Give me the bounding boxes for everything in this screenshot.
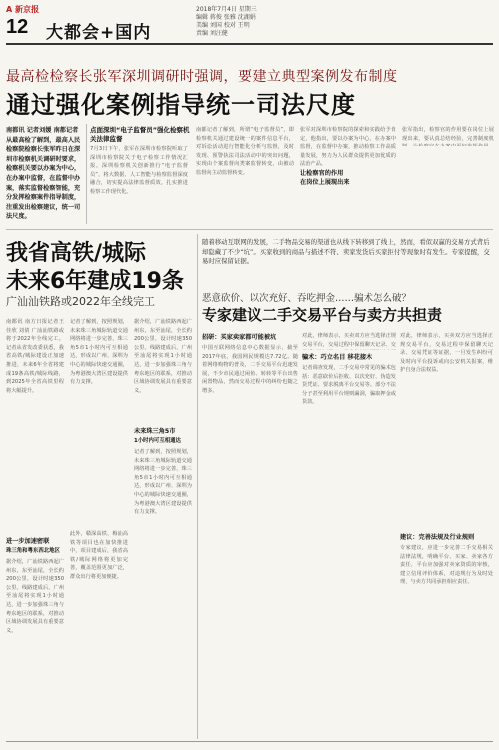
story2-headline: 未来6年建成19条 — [6, 269, 184, 294]
story3-subhead: 建议：完善法规及行业规则 — [400, 534, 475, 541]
story1-lead: 南都讯 记者刘媛 南都记者从最高检了解到，最高人民检察院检察长张军昨日在深圳市检察机关调研时要求，检察机关要以办案为中心，在办案中监督，在监督中办案，落实监督检察智能，充分发挥检察案件指导制度，注重发出检察建议，统一司法尺度。 — [6, 127, 81, 221]
date-line: 2018年7月4日 星期三 — [196, 6, 257, 13]
footer-rule — [6, 741, 493, 742]
story1-column: 张军对深圳市检察院的探索和实践给予肯定，他指出，要以办案为中心，在办案中监督，在监督中办案，推动检察工作高质量发展，努力为人民群众提供更加优质的法治产品。 — [300, 127, 396, 168]
story3-subhead: 骗术：巧立名目 移花接木 — [302, 354, 373, 361]
masthead — [0, 0, 499, 46]
story3-column: 中国互联网络信息中心数据显示，截至2017年底，我国网民规模达7.72亿。随着网络购物的普及，二手交易平台迅速发展，不少市民通过闲鱼、转转等平台出售闲置物品，然而交易过程中的纠纷也随之增多。 — [202, 345, 298, 394]
story3-column: 专家建议，应进一步完善二手交易相关法律法规，明确平台、买家、卖家各方责任，平台应加强对卖家资质的审核，建立信用评价体系，对违规行为及时处理，与卖方共同承担相应责任。 — [400, 545, 493, 586]
story1-subhead: 让检察官的作用 — [300, 170, 344, 177]
story3-kicker: 随着移动互联网的发展，二手物品交易的渠道也从线下转移到了线上，然而，看似双赢的交易方式背后却隐藏了不少“坑”。买家收到的商品与描述不符、卖家发货后买家拒付等现象时有发生。专家提醒，交易时应保留证据。 — [202, 238, 490, 266]
story2-subhead: 进一步加速密联 — [6, 538, 50, 545]
page-number: 12 — [6, 16, 29, 38]
story1-subhead: 在岗位上展现出来 — [300, 179, 350, 186]
story2-headline: 我省高铁/城际 — [6, 241, 147, 266]
story3-headline: 专家建议二手交易平台与卖方共担责 — [202, 306, 443, 324]
story1-kicker: 最高检检察长张军深圳调研时强调，要建立典型案例发布制度 — [6, 69, 398, 85]
story2-subhead: 未来珠三角5市 — [134, 428, 176, 435]
story3-column: 对此，律师表示，买卖双方应当选择正规交易平台，交易过程中保留聊天记录、交易凭证等证据，一旦发生纠纷可及时向平台投诉或向公安机关报案，维护自身合法权益。 — [400, 333, 493, 374]
story3-subhead: 招研：买家卖家都可能被坑 — [202, 334, 277, 341]
newspaper-logo: A 新京报 — [6, 5, 39, 14]
story2-subhead: 珠三角和粤东西北地区 — [6, 548, 60, 554]
section-title: 大都会+国内 — [46, 23, 152, 43]
story2-column: 南都讯 南方日报记者王佳欣 刘倩 广汕汕铁路或将于2022年全线完工。记者从省发改委获悉，我省高铁/城际建设正加速推进，未来6年全省将建成19条高铁/城际线路，到2025年全省高铁里程将大幅提升。 — [6, 319, 64, 394]
editor-line: 编辑 蒋俊 张雅 沈湖娟 — [196, 14, 256, 21]
story1-headline: 通过强化案例指导统一司法尺度 — [6, 91, 356, 119]
column-divider — [86, 124, 87, 224]
column-divider — [197, 234, 198, 739]
editor-line: 责编 刘汪健 — [196, 30, 228, 37]
masthead-rule — [6, 43, 493, 45]
story2-subhead: 1小时内可互相通达 — [134, 438, 181, 444]
story3-column: 对此，律师表示，买卖双方应当选择正规交易平台，交易过程中保留聊天记录、交 — [302, 333, 396, 348]
story3-column: 记者调查发现，二手交易中常见的骗术包括：恶意砍价后拒收、以次充好、伪造发货凭证、要求脱离平台交易等。部分不法分子甚至利用平台规则漏洞，骗取押金或货款。 — [302, 365, 396, 406]
story2-column: 据介绍，广汕铁路西起广州东，东至汕尾，全长约200公里，设计时速350公里。线路建成后，广州至汕尾将实现1小时通达，进一步加强珠三角与粤东地区的联系，对推动区域协调发展具有重要意义。 — [134, 319, 192, 394]
story2-subhead: 广汕汕铁路或2022年全线完工 — [6, 295, 155, 308]
story2-column: 记者了解到，按照规划，未来珠三角城际轨道交通网络将进一步完善，珠三角5市1小时内可互相通达，形成以广州、深圳为中心的城际快速交通圈，为粤港澳大湾区建设提供有力支撑。 — [70, 319, 128, 386]
story2-column: 此外，赣深高铁、梅汕高铁等项目也在加快推进中，项目建成后，我省高铁/城际网络将更加完善，覆盖范围更加广泛，群众出行将更加便捷。 — [70, 531, 128, 580]
story2-column: 据介绍，广汕铁路西起广州东，东至汕尾，全长约200公里，设计时速350公里。线路建成后，广州至汕尾将实现1小时通达，进一步加强珠三角与粤东地区的联系，对推动区域协调发展具有重要意义。 — [6, 559, 64, 634]
story1-column: 7月3日下午，张军在深圳市检察院听取了深圳市检察院关于电子检察工作情况汇报。深圳检察机关创新推行“电子监督员”，将大数据、人工智能与检察监督深度融合，切实提高法律监督质效，扎实推进检察工作现代化。 — [90, 146, 188, 195]
story1-box-title: 点面深圳“电子监督员”强化检察机关法律监督 — [90, 126, 190, 143]
story3-quote: 恶意砍价、以次充好、吞吃押金……骗术怎么破？ — [202, 293, 412, 304]
story1-column: 南都记者了解到，所谓“电子监督员”，即检察机关通过建设统一的案件信息平台，对诉讼活动进行智能化分析与监督，及时发现、预警执法司法活动中的突出问题，实现由个案监督向类案监督转变，由被动监督向主动监督转变。 — [196, 127, 294, 176]
story1-column: 张军指出，检察官的作用要在岗位上展现出来，要认真总结经验，完善制度机 — [402, 127, 494, 142]
story2-column: 记者了解到，按照规划，未来珠三角城际轨道交通网络将进一步完善，珠三角5市1小时内可互相通达，形成以广州、深圳为中心的城际快速交通圈，为粤港澳大湾区建设提供有力支撑。 — [134, 449, 192, 516]
masthead-meta — [196, 6, 257, 38]
story-divider — [6, 229, 493, 230]
editor-line: 美编 刘国 校对 王明 — [196, 22, 250, 29]
